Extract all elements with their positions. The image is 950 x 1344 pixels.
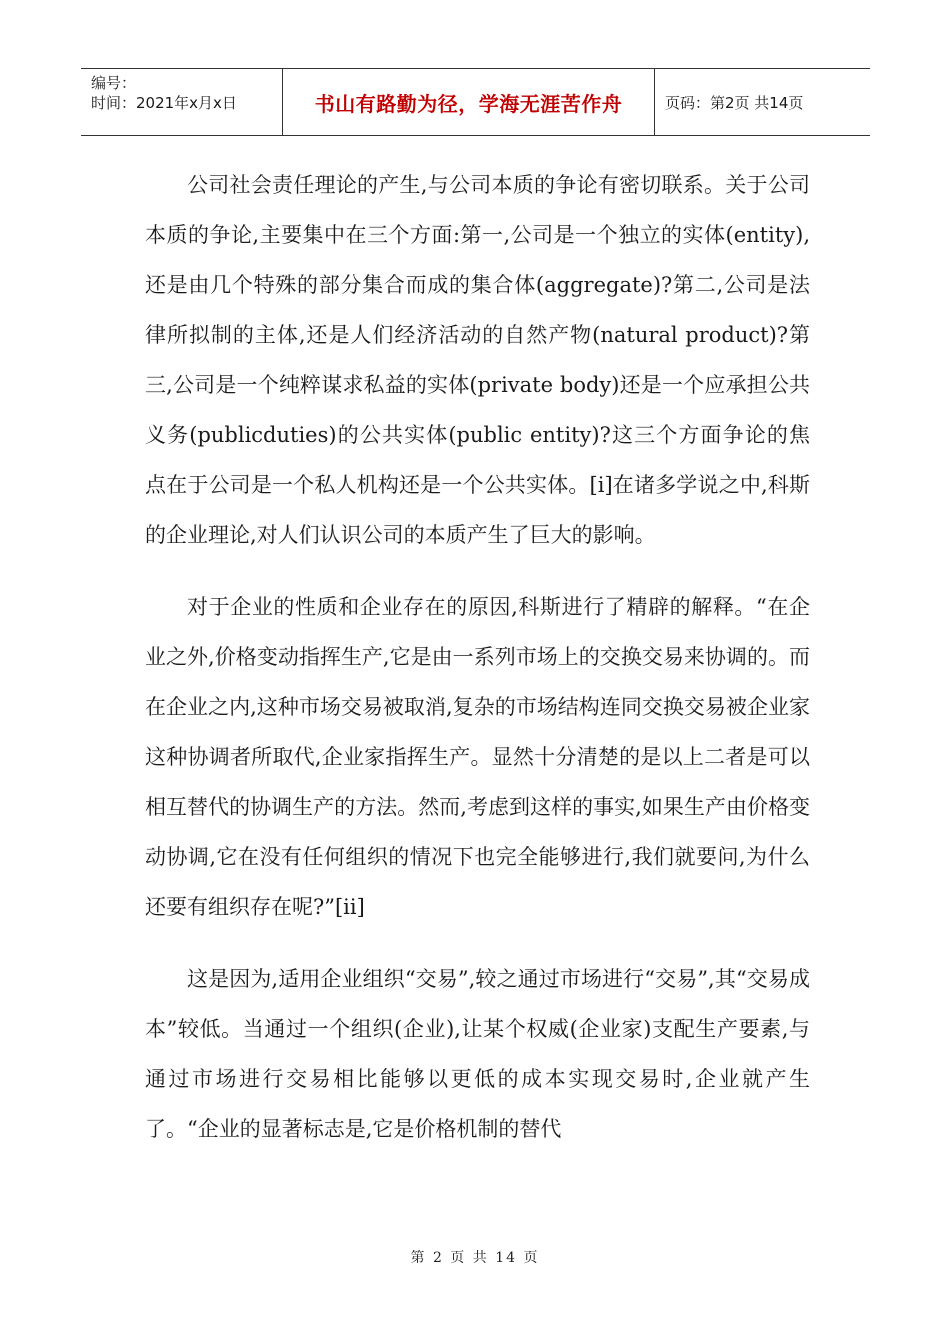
document-header: [81, 68, 870, 136]
header-page-info: 页码：第2页 共14页: [665, 93, 804, 112]
document-number-label: 编号：: [91, 74, 137, 92]
page-footer: 第 2 页 共 14 页: [410, 1250, 540, 1266]
paragraph-2: 对于企业的性质和企业存在的原因,科斯进行了精辟的解释。“在企业之外,价格变动指挥生产,它是由一系列市场上的交换交易来协调的。而在企业之内,这种市场交易被取消,复杂的市场结构连同交换交易被企业家这种协调者所取代,企业家指挥生产。显然十分清楚的是以上二者是可以相互替代的协调生产的方法。然而,考虑到这样的事实,如果生产由价格变动协调,它在没有任何组织的情况下也完全能够进行,我们就要问,为什么还要有组织存在呢?”[ii]: [145, 595, 810, 919]
header-meta: [81, 69, 283, 135]
document-date: 时间：2021年x月x日: [91, 94, 237, 112]
paragraph-3: 这是因为,适用企业组织“交易”,较之通过市场进行“交易”,其“交易成本”较低。当通过一个组织(企业),让某个权威(企业家)支配生产要素,与通过市场进行交易相比能够以更低的成本实现交易时,企业就产生了。“企业的显著标志是,它是价格机制的替代: [145, 967, 810, 1141]
document-body: [145, 160, 810, 1176]
header-motto: 书山有路勤为径，学海无涯苦作舟: [283, 69, 655, 135]
paragraph-1: 公司社会责任理论的产生,与公司本质的争论有密切联系。关于公司本质的争论,主要集中在三个方面:第一,公司是一个独立的实体(entity),还是由几个特殊的部分集合而成的集合体(aggregate)?第二,公司是法律所拟制的主体,还是人们经济活动的自然产物(natural product)?第三,公司是一个纯粹谋求私益的实体(private body)还是一个应承担公共义务(publicduties)的公共实体(public entity)?这三个方面争论的焦点在于公司是一个私人机构还是一个公共实体。[i]在诸多学说之中,科斯的企业理论,对人们认识公司的本质产生了巨大的影响。: [145, 173, 810, 547]
